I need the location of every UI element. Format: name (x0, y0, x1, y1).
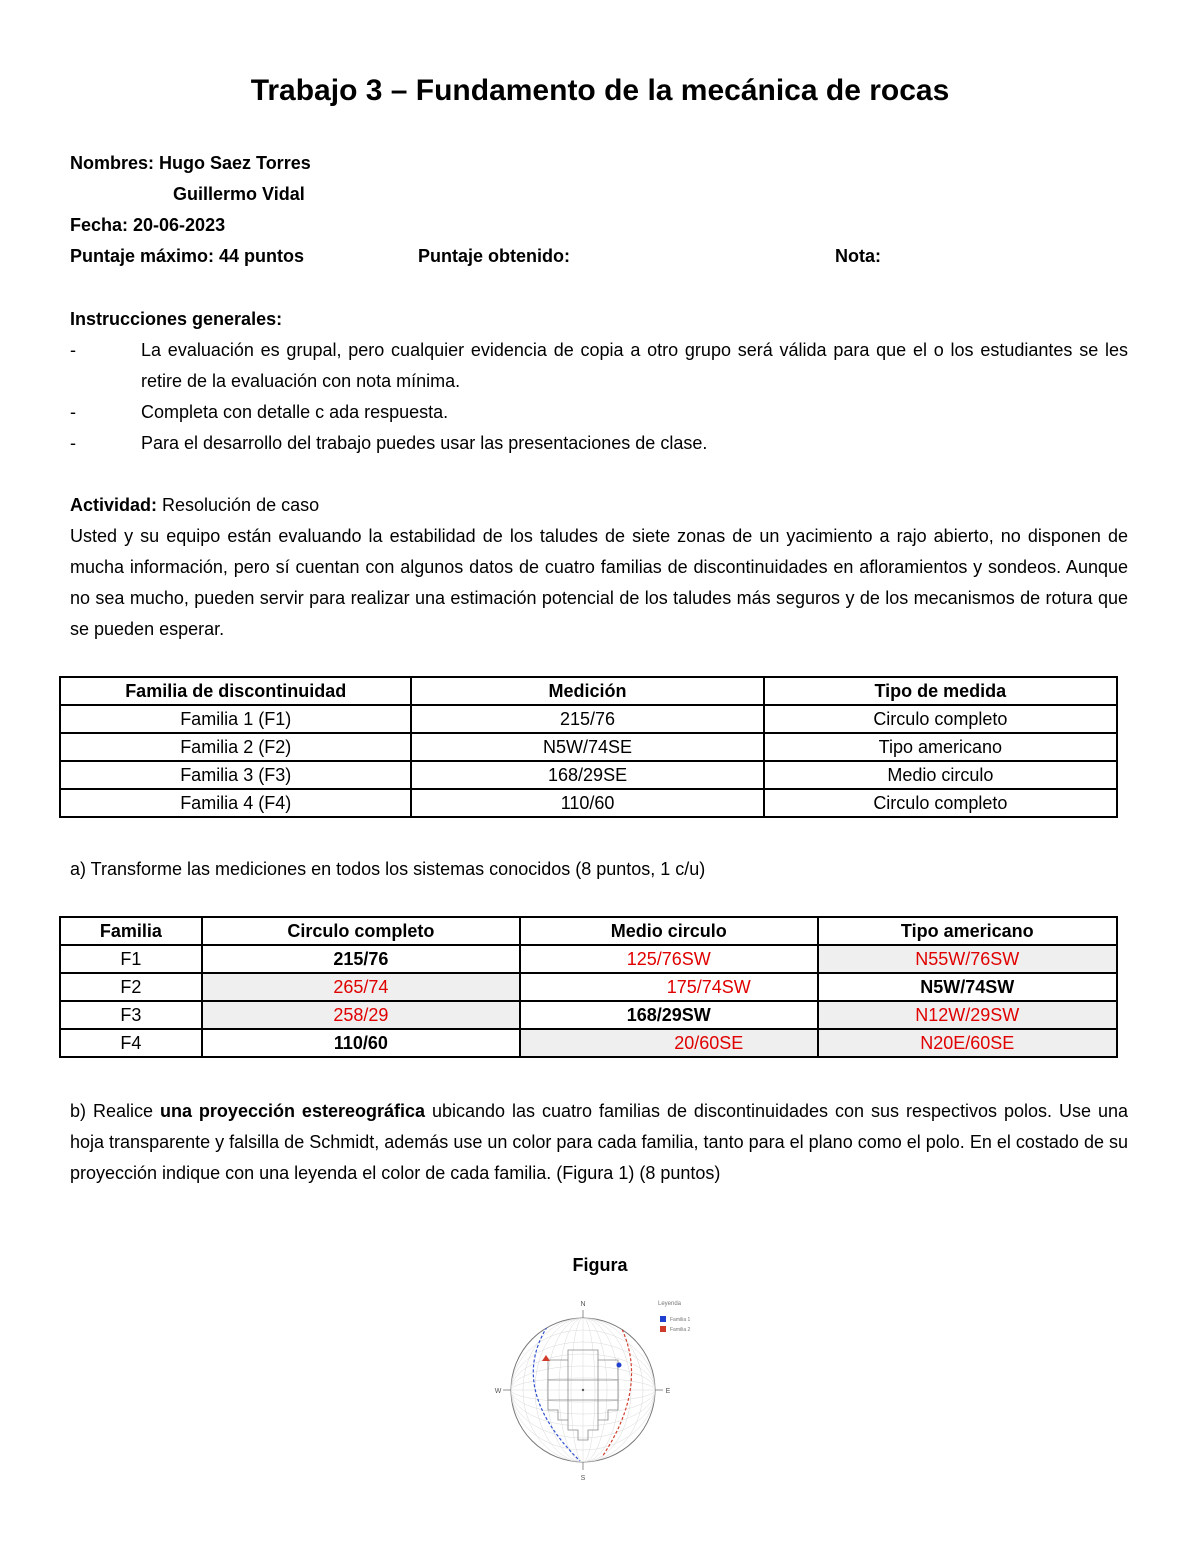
measurements-table (59, 676, 1118, 818)
table-row: Familia 2 (F2) N5W/74SE Tipo americano (60, 733, 1117, 761)
legend-title: Leyenda (658, 1301, 682, 1307)
grade-label: Nota: (835, 246, 881, 266)
activity-block (70, 490, 1128, 645)
page-title: Trabajo 3 – Fundamento de la mecánica de rocas (250, 74, 950, 107)
instructions-heading: Instrucciones generales: (70, 309, 283, 329)
east-label: E (665, 1388, 671, 1395)
legend-label-family-1: Familia 1 (670, 1317, 691, 1323)
legend-label-family-2: Familia 2 (670, 1327, 691, 1333)
legend-swatch-family-1 (660, 1316, 666, 1322)
south-label: S (580, 1475, 586, 1482)
question-b: b) Realice una proyección estereográfica ubicando las cuatro familias de discontinuidades con sus respectivos polos. Use una hoja transparente y falsilla de Schmidt, además use un color para cada familia, tanto para el plano como el polo. En el costado de su proyección indique con una leyenda el color de cada familia. (Figura 1) (8 puntos) (70, 1101, 1128, 1183)
table-row: F1 215/76 125/76SW N55W/76SW (60, 945, 1117, 973)
table-row: Familia 3 (F3) 168/29SE Medio circulo (60, 761, 1117, 789)
table-header-row: Familia Circulo completo Medio circulo Tipo americano (60, 917, 1117, 945)
list-item: - La evaluación es grupal, pero cualquier evidencia de copia a otro grupo será válida para que el o los estudiantes se les retire de la evaluación con nota mínima. (70, 340, 1128, 391)
question-a: a) Transforme las mediciones en todos los sistemas conocidos (8 puntos, 1 c/u) (70, 859, 706, 879)
table-row: F3 258/29 168/29SW N12W/29SW (60, 1001, 1117, 1029)
table-row: F4 110/60 20/60SE N20E/60SE (60, 1029, 1117, 1057)
list-item: - Completa con detalle c ada respuesta. (70, 402, 449, 422)
center-point (582, 1389, 584, 1391)
table-header-row: Familia de discontinuidad Medición Tipo de medida (60, 677, 1117, 705)
instructions-list (70, 335, 1128, 459)
names-line: Nombres: Hugo Saez Torres (70, 153, 311, 173)
stereonet-svg (480, 1285, 720, 1485)
conversion-table (59, 916, 1118, 1058)
date-line: Fecha: 20-06-2023 (70, 215, 226, 235)
table-row: Familia 1 (F1) 215/76 Circulo completo (60, 705, 1117, 733)
second-name: Guillermo Vidal (173, 184, 305, 204)
figure-caption: Figura (572, 1255, 628, 1275)
north-label: N (580, 1301, 586, 1308)
family-1-pole (617, 1363, 622, 1368)
stereonet-figure (480, 1285, 720, 1485)
activity-description: Usted y su equipo están evaluando la estabilidad de los taludes de siete zonas de un yacimiento a rajo abierto, no disponen de mucha información, pero sí cuentan con algunos datos de cuatro familias de discontinuidades en afloramientos y sondeos. Aunque no sea mucho, pueden servir para realizar una estimación potencial de los taludes más seguros y de los mecanismos de rotura que se pueden esperar. (70, 526, 1128, 639)
list-item: - Para el desarrollo del trabajo puedes usar las presentaciones de clase. (70, 433, 708, 453)
table-row: F2 265/74 175/74SW N5W/74SW (60, 973, 1117, 1001)
max-score: Puntaje máximo: 44 puntos (70, 246, 305, 266)
table-row: Familia 4 (F4) 110/60 Circulo completo (60, 789, 1117, 817)
west-label: W (494, 1388, 502, 1395)
legend-swatch-family-2 (660, 1326, 666, 1332)
activity-heading: Actividad: Resolución de caso (70, 495, 320, 515)
obtained-score: Puntaje obtenido: (418, 246, 570, 266)
